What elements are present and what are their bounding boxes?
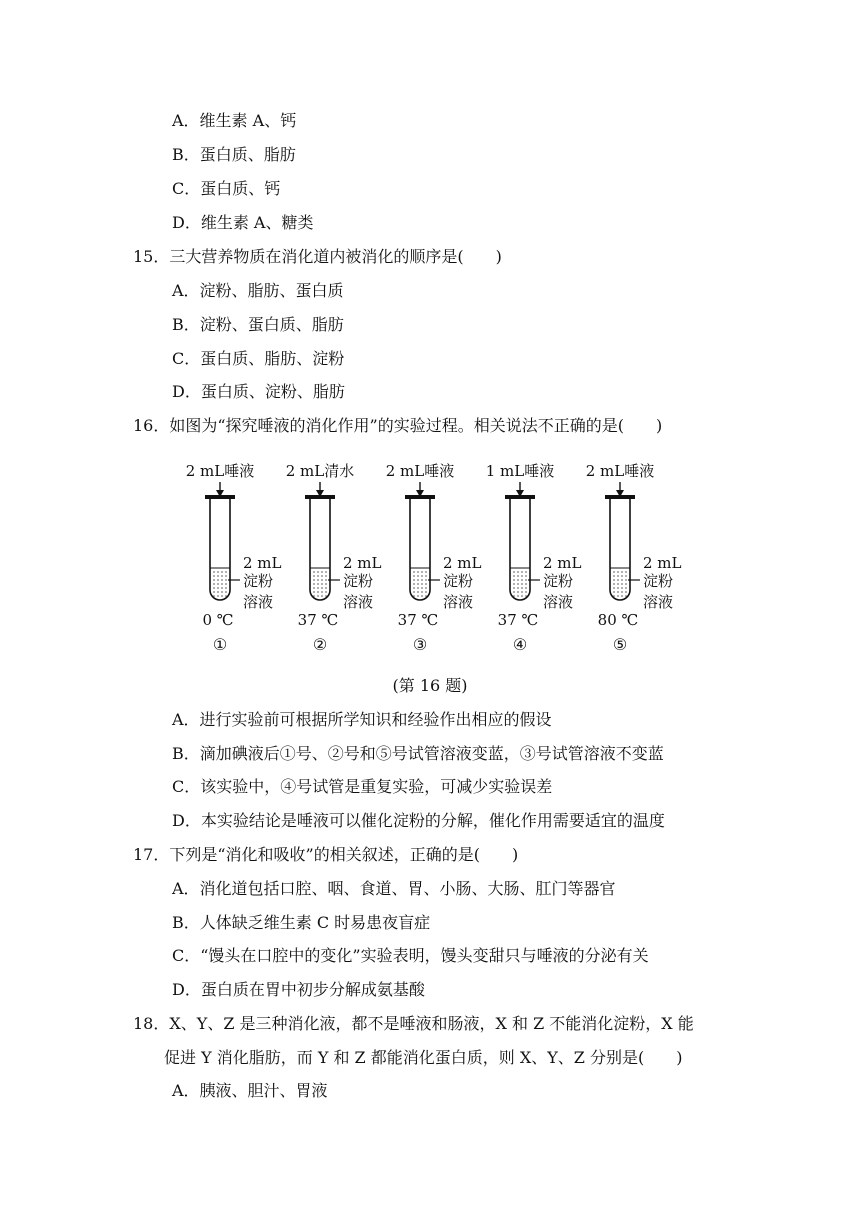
q18-stem-line1: 18．X、Y、Z 是三种消化液，都不是唾液和肠液，X 和 Z 不能消化淀粉，X 能	[133, 1014, 694, 1033]
tube-number: ④	[512, 635, 528, 654]
tube-added-label: 2 mL唾液	[585, 462, 655, 480]
tube-number: ③	[412, 635, 428, 654]
tube-solution-name: 淀粉	[543, 572, 574, 590]
q18-option-a: A．胰液、胆汁、胃液	[172, 1081, 328, 1100]
tube-solution-type: 溶液	[443, 593, 474, 611]
tube-solution-volume: 2 mL	[243, 554, 282, 572]
q17-option-a: A．消化道包括口腔、咽、食道、胃、小肠、大肠、肛门等器官	[172, 879, 616, 898]
tube-solution-type: 溶液	[643, 593, 674, 611]
tube-added-label: 2 mL唾液	[385, 462, 455, 480]
tube-solution-volume: 2 mL	[543, 554, 582, 572]
tube-temperature: 37 ℃	[497, 611, 539, 629]
q17-stem: 17．下列是“消化和吸收”的相关叙述，正确的是( )	[133, 845, 519, 864]
tube-number: ②	[312, 635, 328, 654]
tube-added-label: 1 mL唾液	[485, 462, 555, 480]
q18-stem-line2: 促进 Y 消化脂肪，而 Y 和 Z 都能消化蛋白质，则 X、Y、Z 分别是( )	[164, 1048, 683, 1067]
tube-number: ①	[212, 635, 228, 654]
q16-figure-caption: (第 16 题)	[392, 676, 468, 695]
q16-option-c: C．该实验中，④号试管是重复实验，可减少实验误差	[172, 777, 553, 796]
q14-option-d: D．维生素 A、糖类	[172, 213, 314, 232]
tube-solution-type: 溶液	[543, 593, 574, 611]
q16-experiment-figure	[160, 452, 700, 662]
tube-solution-name: 淀粉	[443, 572, 474, 590]
tube-solution-volume: 2 mL	[343, 554, 382, 572]
q17-option-c: C．“馒头在口腔中的变化”实验表明，馒头变甜只与唾液的分泌有关	[172, 946, 649, 965]
tube-solution-volume: 2 mL	[643, 554, 682, 572]
q15-option-c: C．蛋白质、脂肪、淀粉	[172, 349, 345, 368]
tube-solution-type: 溶液	[343, 593, 374, 611]
q14-option-c: C．蛋白质、钙	[172, 179, 281, 198]
q17-option-b: B．人体缺乏维生素 C 时易患夜盲症	[172, 913, 431, 932]
tube-added-label: 2 mL清水	[285, 462, 355, 480]
q16-option-b: B．滴加碘液后①号、②号和⑤号试管溶液变蓝，③号试管溶液不变蓝	[172, 744, 664, 763]
q14-option-b: B．蛋白质、脂肪	[172, 145, 296, 164]
tube-temperature: 37 ℃	[397, 611, 439, 629]
tube-temperature: 37 ℃	[297, 611, 339, 629]
tube-temperature: 80 ℃	[597, 611, 639, 629]
tube-solution-name: 淀粉	[643, 572, 674, 590]
q16-option-d: D．本实验结论是唾液可以催化淀粉的分解，催化作用需要适宜的温度	[172, 811, 665, 830]
tube-solution-volume: 2 mL	[443, 554, 482, 572]
tube-added-label: 2 mL唾液	[185, 462, 255, 480]
tube-solution-name: 淀粉	[343, 572, 374, 590]
q17-option-d: D．蛋白质在胃中初步分解成氨基酸	[172, 980, 425, 999]
tube-number: ⑤	[612, 635, 628, 654]
q15-option-b: B．淀粉、蛋白质、脂肪	[172, 315, 344, 334]
tube-solution-type: 溶液	[243, 593, 274, 611]
q15-stem: 15．三大营养物质在消化道内被消化的顺序是( )	[133, 247, 502, 266]
tube-solution-name: 淀粉	[243, 572, 274, 590]
tube-temperature: 0 ℃	[202, 611, 234, 629]
q15-option-a: A．淀粉、脂肪、蛋白质	[172, 281, 344, 300]
q16-stem: 16．如图为“探究唾液的消化作用”的实验过程。相关说法不正确的是( )	[133, 416, 663, 435]
q15-option-d: D．蛋白质、淀粉、脂肪	[172, 382, 345, 401]
q14-option-a: A．维生素 A、钙	[172, 111, 297, 130]
q16-option-a: A．进行实验前可根据所学知识和经验作出相应的假设	[172, 710, 552, 729]
